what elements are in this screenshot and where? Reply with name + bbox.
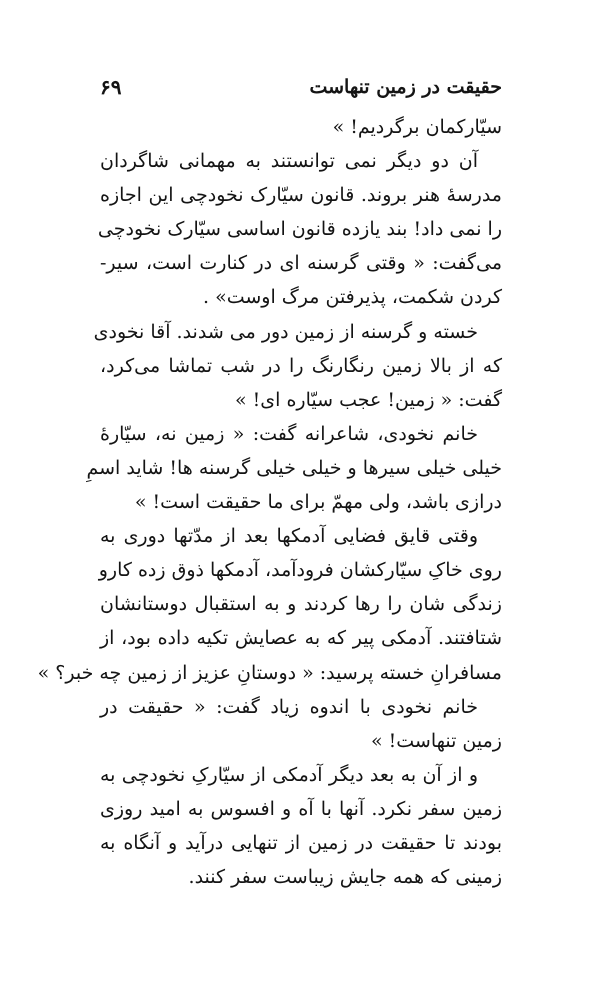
text-line: می‌گفت: « وقتی گرسنه ای در کنارت است، سیر- — [100, 252, 502, 275]
page-number: ۶۹ — [100, 75, 122, 99]
text-line: آن دو دیگر نمی توانستند به مهمانی شاگردان — [100, 150, 478, 173]
text-line: کردن شکمت، پذیرفتن مرگ اوست» . — [203, 286, 502, 309]
text-line: خیلی خیلی سیرها و خیلی خیلی گرسنه ها! شاید اسمِ — [86, 456, 502, 479]
text-line: روی خاکِ سیّارکشان فرودآمد، آدمکها ذوق زده کارو — [98, 559, 502, 582]
text-line: زمین تنهاست! » — [370, 729, 502, 752]
text-line: سیّارکمان برگردیم! » — [332, 116, 502, 138]
text-line: بودند تا حقیقت در زمین از تنهایی درآید و آنگاه به — [100, 831, 502, 854]
text-line: و از آن به بعد دیگر آدمکی از سیّارکِ نخودچی به — [100, 763, 478, 786]
text-line: زمین سفر نکرد. آنها با آه و افسوس به امید روزی — [100, 797, 502, 820]
text-line: را نمی داد! بند یازده قانون اساسی سیّارک نخودچی — [97, 218, 502, 241]
text-line: وقتی قایق فضایی آدمکها بعد از مدّتها دوری به — [100, 525, 478, 548]
text-line: درازی باشد، ولی مهمّ برای ما حقیقت است! » — [134, 491, 502, 514]
text-line: خانم نخودی، شاعرانه گفت: « زمین نه، سیّارهٔ — [100, 422, 478, 445]
running-header — [100, 70, 502, 104]
text-line: زمینی که همه جایش زیباست سفر کنند. — [188, 866, 502, 889]
running-header-title: حقیقت در زمین تنهاست — [309, 76, 502, 98]
text-line: شتافتند. آدمکی پیر که به عصایش تکیه داده بود، از — [100, 627, 502, 650]
text-line: گفت: « زمین! عجب سیّاره ای! » — [234, 388, 502, 411]
text-line: خسته و گرسنه از زمین دور می شدند. آقا نخودی — [93, 320, 478, 343]
story-text — [37, 110, 502, 894]
text-line: مسافرانِ خسته پرسید: « دوستانِ عزیز از زمین چه خبر؟ » — [37, 661, 502, 684]
text-line: مدرسهٔ هنر بروند. قانون سیّارک نخودچی این اجازه — [100, 184, 502, 207]
text-line: زندگی شان را رها کردند و به استقبال دوستانشان — [100, 593, 502, 616]
text-line: که از بالا زمین رنگارنگ را در شب تماشا می‌کرد، — [100, 354, 502, 377]
text-line: خانم نخودی با اندوه زیاد گفت: « حقیقت در — [100, 695, 478, 718]
